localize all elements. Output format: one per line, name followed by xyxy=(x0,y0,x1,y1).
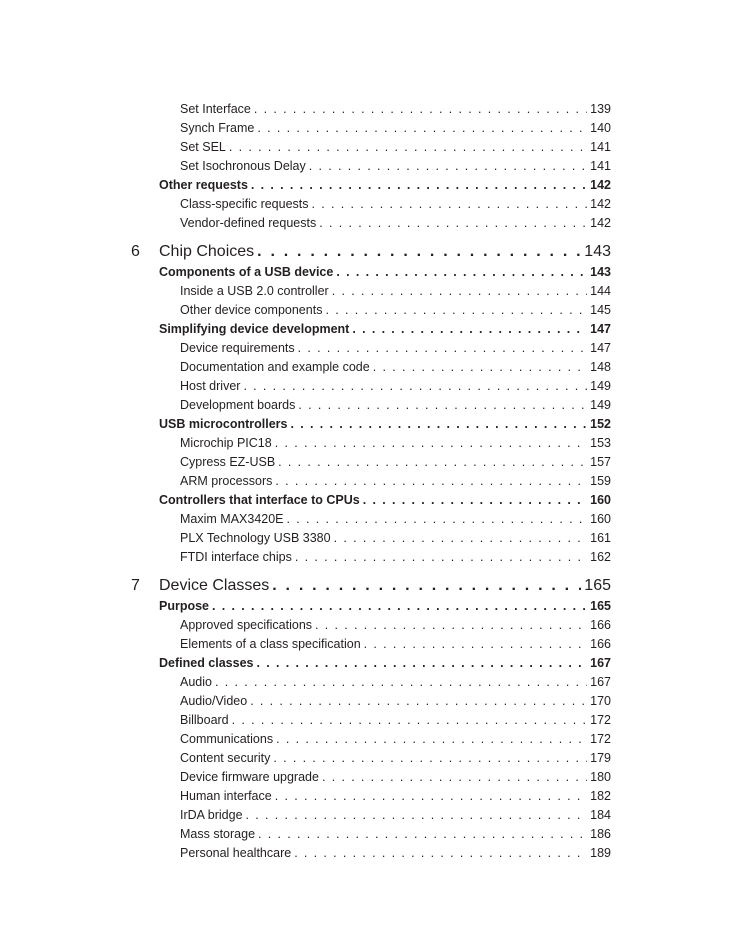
toc-page-number: 147 xyxy=(590,322,611,336)
toc-entry-title: USB microcontrollers xyxy=(159,417,288,431)
toc-subsection-row xyxy=(0,808,611,827)
chapter-number: 7 xyxy=(131,577,140,594)
toc-subsection-row xyxy=(0,360,611,379)
toc-page-number: 166 xyxy=(590,637,611,651)
toc-page-number: 172 xyxy=(590,732,611,746)
toc-entry-title: Communications xyxy=(180,732,274,746)
dot-leader xyxy=(295,550,587,564)
toc-page-number: 139 xyxy=(590,102,611,116)
toc-page-number: 160 xyxy=(590,493,611,507)
toc-page-number: 153 xyxy=(590,436,611,450)
toc-subsection-row xyxy=(0,398,611,417)
toc-entry-title: Maxim MAX3420E xyxy=(180,512,284,526)
toc-page-number: 167 xyxy=(590,656,611,670)
dot-leader xyxy=(275,436,587,450)
dot-leader xyxy=(298,341,588,355)
toc-page-number: 147 xyxy=(590,341,611,355)
dot-leader xyxy=(294,846,587,860)
toc-subsection-row xyxy=(0,789,611,808)
toc-entry-title: Audio xyxy=(180,675,212,689)
toc-entry-title: PLX Technology USB 3380 xyxy=(180,531,331,545)
toc-chapter-row xyxy=(0,239,611,265)
toc-page-number: 142 xyxy=(590,197,611,211)
toc-subsection-row xyxy=(0,846,611,865)
toc-subsection-row xyxy=(0,284,611,303)
toc-page-number: 142 xyxy=(590,216,611,230)
toc-page-number: 145 xyxy=(590,303,611,317)
dot-leader xyxy=(251,178,587,192)
toc-entry-title: Host driver xyxy=(180,379,241,393)
toc-entry-title: Device firmware upgrade xyxy=(180,770,319,784)
toc-page-number: 182 xyxy=(590,789,611,803)
toc-subsection-row xyxy=(0,770,611,789)
toc-page-number: 148 xyxy=(590,360,611,374)
toc-section-row xyxy=(0,265,611,284)
toc-page-number: 165 xyxy=(584,577,611,594)
toc-subsection-row xyxy=(0,140,611,159)
toc-page-number: 170 xyxy=(590,694,611,708)
toc-entry-title: Audio/Video xyxy=(180,694,248,708)
toc-section-row xyxy=(0,599,611,618)
dot-leader xyxy=(325,303,587,317)
toc-subsection-row xyxy=(0,732,611,751)
toc-entry-title: Class-specific requests xyxy=(180,197,309,211)
dot-leader xyxy=(272,577,581,595)
toc-subsection-row xyxy=(0,455,611,474)
dot-leader xyxy=(287,512,588,526)
toc-subsection-row xyxy=(0,637,611,656)
dot-leader xyxy=(364,637,588,651)
toc-entry-title: Purpose xyxy=(159,599,210,613)
toc-subsection-row xyxy=(0,827,611,846)
toc-subsection-row xyxy=(0,102,611,121)
toc-page-number: 166 xyxy=(590,618,611,632)
toc-section-row xyxy=(0,493,611,512)
toc-subsection-row xyxy=(0,303,611,322)
dot-leader xyxy=(254,102,587,116)
toc-entry-title: Synch Frame xyxy=(180,121,255,135)
toc-page-number: 189 xyxy=(590,846,611,860)
toc-page-number: 162 xyxy=(590,550,611,564)
dot-leader xyxy=(273,751,587,765)
toc-page-number: 180 xyxy=(590,770,611,784)
toc-entry-title: ARM processors xyxy=(180,474,273,488)
toc-page-number: 159 xyxy=(590,474,611,488)
toc-subsection-row xyxy=(0,512,611,531)
chapter-number: 6 xyxy=(131,243,140,260)
toc-page-number: 149 xyxy=(590,379,611,393)
toc-entry-title: Billboard xyxy=(180,713,229,727)
dot-leader xyxy=(212,599,587,613)
toc-entry-title: Set Interface xyxy=(180,102,251,116)
toc-subsection-row xyxy=(0,474,611,493)
toc-subsection-row xyxy=(0,436,611,455)
dot-leader xyxy=(257,243,581,261)
toc-subsection-row xyxy=(0,675,611,694)
dot-leader xyxy=(246,808,588,822)
dot-leader xyxy=(243,379,587,393)
toc-entry-title: Components of a USB device xyxy=(159,265,334,279)
dot-leader xyxy=(257,656,588,670)
dot-leader xyxy=(275,474,587,488)
toc-entry-title: Device Classes xyxy=(159,577,270,594)
dot-leader xyxy=(229,140,587,154)
toc-subsection-row xyxy=(0,216,611,235)
toc-entry-title: Approved specifications xyxy=(180,618,313,632)
toc-subsection-row xyxy=(0,159,611,178)
toc-page-number: 172 xyxy=(590,713,611,727)
toc-section-row xyxy=(0,178,611,197)
toc-entry-title: Simplifying device development xyxy=(159,322,350,336)
dot-leader xyxy=(334,531,588,545)
toc-page-number: 143 xyxy=(584,243,611,260)
toc-subsection-row xyxy=(0,713,611,732)
dot-leader xyxy=(373,360,587,374)
toc-entry-title: Inside a USB 2.0 controller xyxy=(180,284,329,298)
dot-leader xyxy=(352,322,587,336)
toc-page-number: 179 xyxy=(590,751,611,765)
toc-page-number: 152 xyxy=(590,417,611,431)
toc-page-number: 165 xyxy=(590,599,611,613)
toc-entry-title: Mass storage xyxy=(180,827,256,841)
toc-subsection-row xyxy=(0,379,611,398)
toc-subsection-row xyxy=(0,694,611,713)
dot-leader xyxy=(336,265,587,279)
toc-page-number: 141 xyxy=(590,140,611,154)
toc-subsection-row xyxy=(0,341,611,360)
toc-subsection-row xyxy=(0,550,611,569)
dot-leader xyxy=(257,121,587,135)
toc-entry-title: Vendor-defined requests xyxy=(180,216,317,230)
toc-entry-title: Cypress EZ-USB xyxy=(180,455,276,469)
toc-entry-title: Other requests xyxy=(159,178,248,192)
dot-leader xyxy=(291,417,588,431)
toc-subsection-row xyxy=(0,531,611,550)
toc-entry-title: Chip Choices xyxy=(159,243,255,260)
toc-entry-title: Human interface xyxy=(180,789,272,803)
dot-leader xyxy=(278,455,587,469)
toc-page-number: 186 xyxy=(590,827,611,841)
dot-leader xyxy=(312,197,588,211)
toc-entry-title: Elements of a class specification xyxy=(180,637,361,651)
dot-leader xyxy=(322,770,587,784)
toc-entry-title: Development boards xyxy=(180,398,296,412)
toc-section-row xyxy=(0,417,611,436)
toc-entry-title: Device requirements xyxy=(180,341,295,355)
toc-page-number: 157 xyxy=(590,455,611,469)
dot-leader xyxy=(319,216,587,230)
toc-page-number: 140 xyxy=(590,121,611,135)
toc-section-row xyxy=(0,322,611,341)
dot-leader xyxy=(215,675,587,689)
toc-page-number: 143 xyxy=(590,265,611,279)
toc-page-number: 144 xyxy=(590,284,611,298)
toc-entry-title: Set Isochronous Delay xyxy=(180,159,306,173)
dot-leader xyxy=(276,732,587,746)
toc-subsection-row xyxy=(0,751,611,770)
toc-page-number: 184 xyxy=(590,808,611,822)
toc-entry-title: FTDI interface chips xyxy=(180,550,292,564)
toc-entry-title: IrDA bridge xyxy=(180,808,243,822)
table-of-contents xyxy=(0,102,735,865)
dot-leader xyxy=(309,159,587,173)
toc-page-number: 161 xyxy=(590,531,611,545)
toc-subsection-row xyxy=(0,121,611,140)
dot-leader xyxy=(298,398,587,412)
toc-entry-title: Content security xyxy=(180,751,271,765)
dot-leader xyxy=(250,694,587,708)
toc-entry-title: Defined classes xyxy=(159,656,254,670)
toc-entry-title: Microchip PIC18 xyxy=(180,436,272,450)
dot-leader xyxy=(332,284,587,298)
dot-leader xyxy=(232,713,588,727)
dot-leader xyxy=(275,789,587,803)
toc-entry-title: Documentation and example code xyxy=(180,360,370,374)
dot-leader xyxy=(315,618,587,632)
toc-chapter-row xyxy=(0,573,611,599)
toc-entry-title: Other device components xyxy=(180,303,323,317)
toc-entry-title: Personal healthcare xyxy=(180,846,292,860)
dot-leader xyxy=(363,493,587,507)
toc-page-number: 142 xyxy=(590,178,611,192)
toc-page-number: 167 xyxy=(590,675,611,689)
dot-leader xyxy=(258,827,587,841)
toc-page-number: 160 xyxy=(590,512,611,526)
toc-entry-title: Controllers that interface to CPUs xyxy=(159,493,360,507)
toc-entry-title: Set SEL xyxy=(180,140,226,154)
toc-section-row xyxy=(0,656,611,675)
toc-subsection-row xyxy=(0,197,611,216)
toc-page-number: 141 xyxy=(590,159,611,173)
toc-subsection-row xyxy=(0,618,611,637)
toc-page-number: 149 xyxy=(590,398,611,412)
